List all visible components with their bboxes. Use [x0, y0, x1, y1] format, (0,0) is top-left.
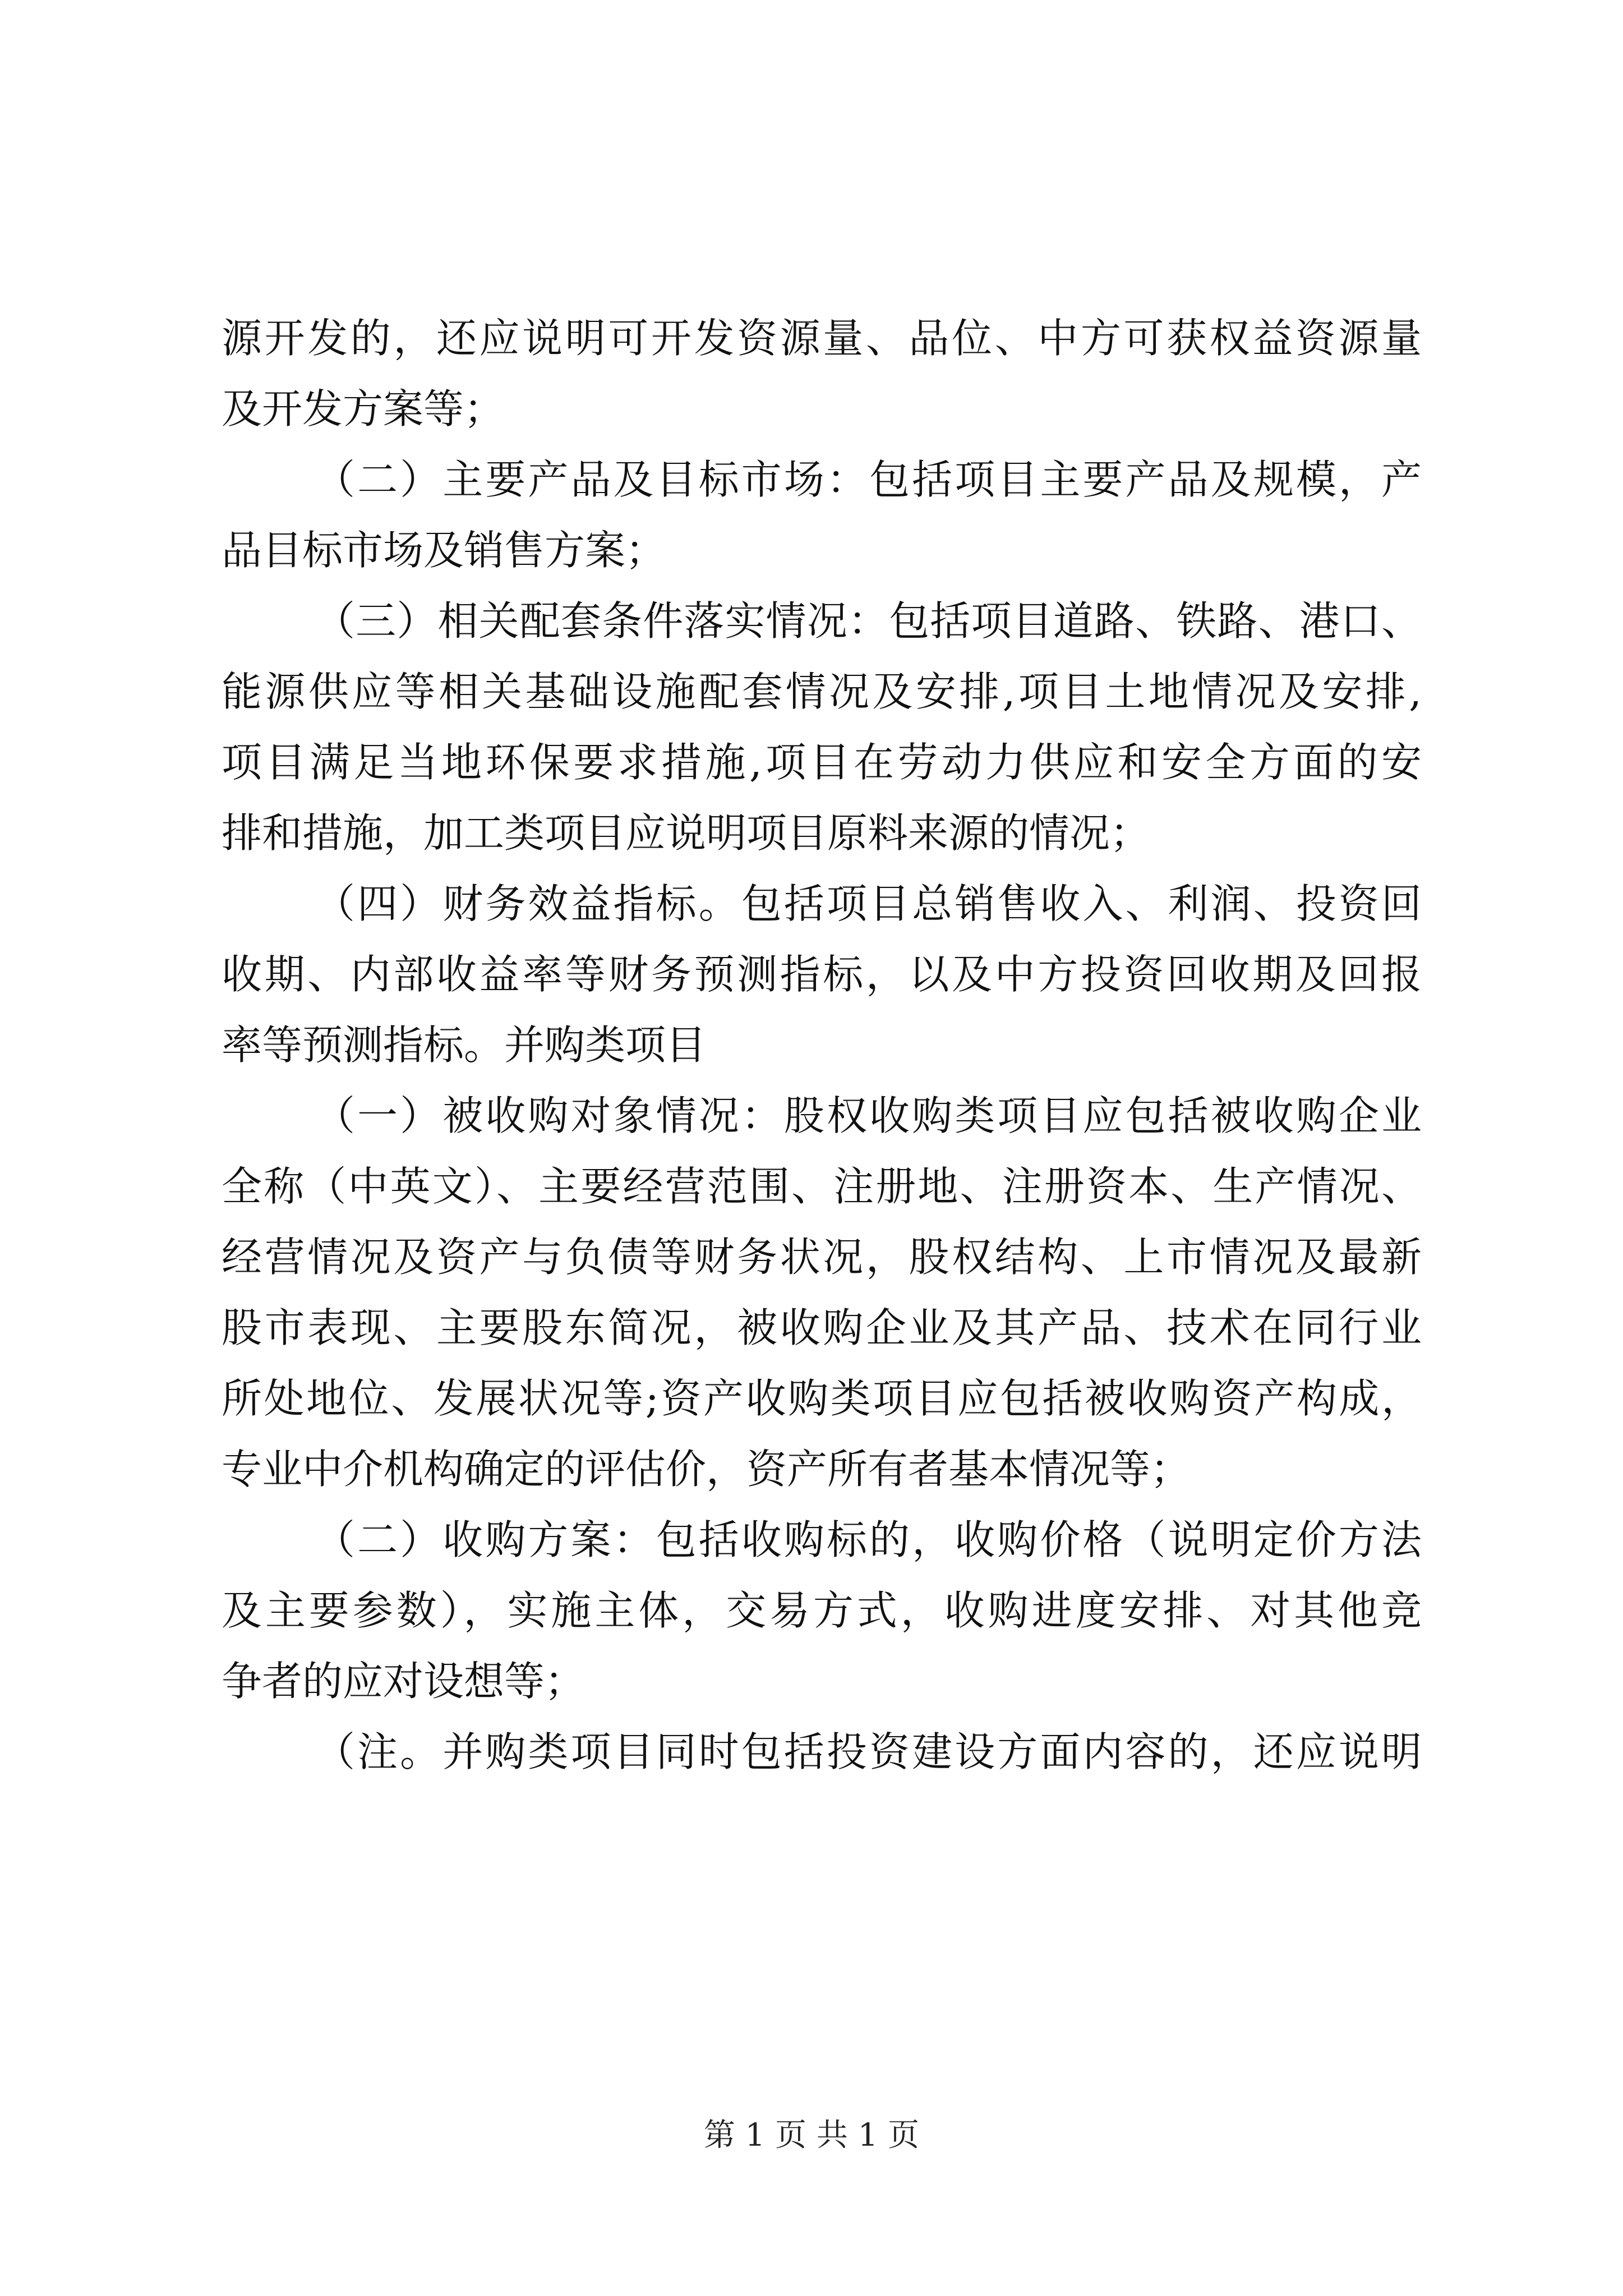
- text-line: 能源供应等相关基础设施配套情况及安排,项目土地情况及安排,: [222, 668, 1422, 715]
- text-line: （注。并购类项目同时包括投资建设方面内容的，还应说明: [315, 1728, 1422, 1775]
- text-line: （一）被收购对象情况：股权收购类项目应包括被收购企业: [315, 1092, 1422, 1139]
- text-line: 争者的应对设想等；: [222, 1658, 585, 1705]
- text-line: 排和措施，加工类项目应说明项目原料来源的情况；: [222, 809, 1151, 857]
- text-line: 股市表现、主要股东简况，被收购企业及其产品、技术在同行业: [222, 1304, 1422, 1351]
- text-line: 专业中介机构确定的评估价，资产所有者基本情况等；: [222, 1446, 1191, 1493]
- text-line: （二）主要产品及目标市场：包括项目主要产品及规模，产: [315, 456, 1422, 503]
- text-line: 项目满足当地环保要求措施,项目在劳动力供应和安全方面的安: [222, 739, 1422, 786]
- document-body: [222, 303, 1422, 1787]
- text-line: （四）财务效益指标。包括项目总销售收入、利润、投资回: [315, 880, 1422, 927]
- text-line: 及开发方案等；: [222, 385, 505, 432]
- page-footer: 第 1 页 共 1 页: [703, 2117, 920, 2154]
- text-line: 品目标市场及销售方案；: [222, 527, 666, 574]
- text-line: 及主要参数），实施主体，交易方式，收购进度安排、对其他竞: [222, 1587, 1422, 1634]
- text-line: （三）相关配套条件落实情况：包括项目道路、铁路、港口、: [315, 597, 1422, 645]
- text-line: 全称（中英文）、主要经营范围、注册地、注册资本、生产情况、: [222, 1163, 1422, 1210]
- text-line: 收期、内部收益率等财务预测指标，以及中方投资回收期及回报: [222, 951, 1422, 998]
- text-line: 经营情况及资产与负债等财务状况，股权结构、上市情况及最新: [222, 1234, 1422, 1281]
- text-line: 所处地位、发展状况等;资产收购类项目应包括被收购资产构成，: [222, 1375, 1422, 1422]
- text-line: 源开发的，还应说明可开发资源量、品位、中方可获权益资源量: [222, 315, 1422, 362]
- text-line: （二）收购方案：包括收购标的，收购价格（说明定价方法: [315, 1516, 1422, 1563]
- text-line: 率等预测指标。并购类项目: [222, 1022, 707, 1069]
